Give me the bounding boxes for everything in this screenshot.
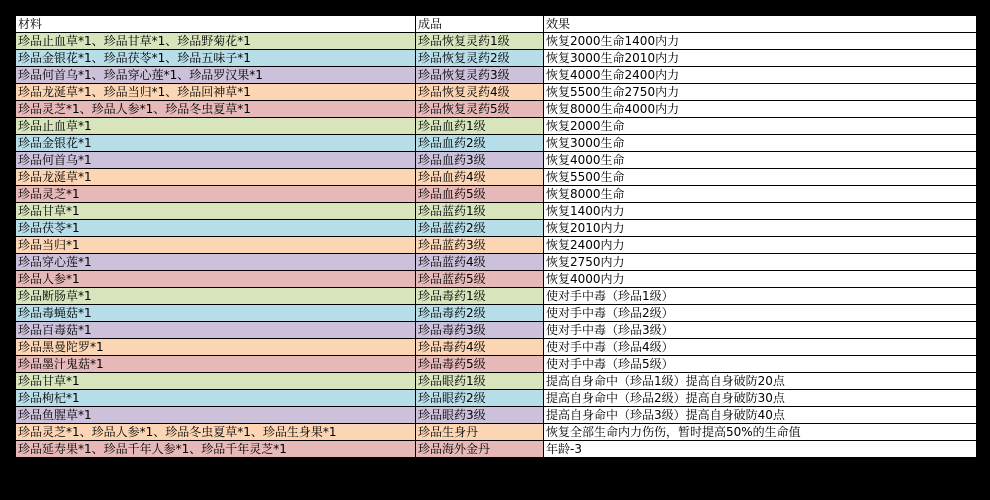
table-row bbox=[16, 101, 977, 118]
product-cell: 珍品毒药5级 bbox=[416, 356, 544, 373]
material-cell: 珍品金银花*1、珍品茯苓*1、珍品五味子*1 bbox=[16, 50, 416, 67]
product-cell: 珍品蓝药5级 bbox=[416, 271, 544, 288]
product-cell: 珍品生身丹 bbox=[416, 424, 544, 441]
product-cell: 珍品蓝药1级 bbox=[416, 203, 544, 220]
material-cell: 珍品龙涎草*1、珍品当归*1、珍品回神草*1 bbox=[16, 84, 416, 101]
material-cell: 珍品穿心莲*1 bbox=[16, 254, 416, 271]
product-cell: 珍品血药5级 bbox=[416, 186, 544, 203]
material-cell: 珍品灵芝*1 bbox=[16, 186, 416, 203]
effect-cell: 恢复4000内力 bbox=[544, 271, 977, 288]
product-cell: 珍品血药3级 bbox=[416, 152, 544, 169]
effect-cell: 恢复5500生命2750内力 bbox=[544, 84, 977, 101]
table-row bbox=[16, 373, 977, 390]
product-cell: 珍品毒药2级 bbox=[416, 305, 544, 322]
effect-cell: 使对手中毒（珍品2级） bbox=[544, 305, 977, 322]
effect-cell: 提高自身命中（珍品3级）提高自身破防40点 bbox=[544, 407, 977, 424]
material-cell: 珍品茯苓*1 bbox=[16, 220, 416, 237]
effect-cell: 恢复4000生命2400内力 bbox=[544, 67, 977, 84]
effect-cell: 提高自身命中（珍品2级）提高自身破防30点 bbox=[544, 390, 977, 407]
effect-cell: 恢复8000生命4000内力 bbox=[544, 101, 977, 118]
material-cell: 珍品止血草*1 bbox=[16, 118, 416, 135]
material-cell: 珍品鱼腥草*1 bbox=[16, 407, 416, 424]
product-cell: 珍品眼药1级 bbox=[416, 373, 544, 390]
effect-cell: 年龄-3 bbox=[544, 441, 977, 458]
table-row bbox=[16, 441, 977, 458]
product-cell: 珍品恢复灵药3级 bbox=[416, 67, 544, 84]
material-cell: 珍品灵芝*1、珍品人参*1、珍品冬虫夏草*1、珍品生身果*1 bbox=[16, 424, 416, 441]
effect-cell: 恢复3000生命 bbox=[544, 135, 977, 152]
material-cell: 珍品黑曼陀罗*1 bbox=[16, 339, 416, 356]
product-cell: 珍品海外金丹 bbox=[416, 441, 544, 458]
header-product: 成品 bbox=[416, 16, 544, 33]
material-cell: 珍品断肠草*1 bbox=[16, 288, 416, 305]
table-row bbox=[16, 169, 977, 186]
effect-cell: 恢复1400内力 bbox=[544, 203, 977, 220]
effect-cell: 恢复3000生命2010内力 bbox=[544, 50, 977, 67]
material-cell: 珍品甘草*1 bbox=[16, 373, 416, 390]
effect-cell: 恢复2000生命 bbox=[544, 118, 977, 135]
effect-cell: 恢复4000生命 bbox=[544, 152, 977, 169]
product-cell: 珍品蓝药2级 bbox=[416, 220, 544, 237]
header-effect: 效果 bbox=[544, 16, 977, 33]
material-cell: 珍品延寿果*1、珍品千年人参*1、珍品千年灵芝*1 bbox=[16, 441, 416, 458]
effect-cell: 恢复2000生命1400内力 bbox=[544, 33, 977, 50]
table-row bbox=[16, 407, 977, 424]
effect-cell: 使对手中毒（珍品1级） bbox=[544, 288, 977, 305]
recipe-table bbox=[15, 15, 977, 458]
table-row bbox=[16, 118, 977, 135]
product-cell: 珍品毒药1级 bbox=[416, 288, 544, 305]
table-row bbox=[16, 356, 977, 373]
effect-cell: 使对手中毒（珍品3级） bbox=[544, 322, 977, 339]
table-row bbox=[16, 50, 977, 67]
material-cell: 珍品龙涎草*1 bbox=[16, 169, 416, 186]
product-cell: 珍品血药2级 bbox=[416, 135, 544, 152]
table-row bbox=[16, 186, 977, 203]
product-cell: 珍品蓝药3级 bbox=[416, 237, 544, 254]
table-row bbox=[16, 152, 977, 169]
product-cell: 珍品血药1级 bbox=[416, 118, 544, 135]
product-cell: 珍品蓝药4级 bbox=[416, 254, 544, 271]
table-row bbox=[16, 271, 977, 288]
product-cell: 珍品恢复灵药1级 bbox=[416, 33, 544, 50]
table-row bbox=[16, 84, 977, 101]
material-cell: 珍品金银花*1 bbox=[16, 135, 416, 152]
table-row bbox=[16, 220, 977, 237]
table-row bbox=[16, 237, 977, 254]
header-material: 材料 bbox=[16, 16, 416, 33]
header-row bbox=[16, 16, 977, 33]
effect-cell: 提高自身命中（珍品1级）提高自身破防20点 bbox=[544, 373, 977, 390]
table-row bbox=[16, 322, 977, 339]
table-row bbox=[16, 33, 977, 50]
material-cell: 珍品人参*1 bbox=[16, 271, 416, 288]
table-row bbox=[16, 288, 977, 305]
effect-cell: 使对手中毒（珍品4级） bbox=[544, 339, 977, 356]
material-cell: 珍品枸杞*1 bbox=[16, 390, 416, 407]
material-cell: 珍品何首乌*1 bbox=[16, 152, 416, 169]
material-cell: 珍品当归*1 bbox=[16, 237, 416, 254]
product-cell: 珍品毒药3级 bbox=[416, 322, 544, 339]
effect-cell: 恢复全部生命内力伤伤，暂时提高50%的生命值 bbox=[544, 424, 977, 441]
table-row bbox=[16, 254, 977, 271]
table-row bbox=[16, 135, 977, 152]
product-cell: 珍品眼药2级 bbox=[416, 390, 544, 407]
effect-cell: 使对手中毒（珍品5级） bbox=[544, 356, 977, 373]
table-row bbox=[16, 339, 977, 356]
material-cell: 珍品何首乌*1、珍品穿心莲*1、珍品罗汉果*1 bbox=[16, 67, 416, 84]
material-cell: 珍品灵芝*1、珍品人参*1、珍品冬虫夏草*1 bbox=[16, 101, 416, 118]
effect-cell: 恢复2010内力 bbox=[544, 220, 977, 237]
table-row bbox=[16, 424, 977, 441]
material-cell: 珍品墨汁鬼菇*1 bbox=[16, 356, 416, 373]
material-cell: 珍品止血草*1、珍品甘草*1、珍品野菊花*1 bbox=[16, 33, 416, 50]
product-cell: 珍品恢复灵药4级 bbox=[416, 84, 544, 101]
product-cell: 珍品恢复灵药2级 bbox=[416, 50, 544, 67]
product-cell: 珍品毒药4级 bbox=[416, 339, 544, 356]
material-cell: 珍品百毒菇*1 bbox=[16, 322, 416, 339]
product-cell: 珍品恢复灵药5级 bbox=[416, 101, 544, 118]
effect-cell: 恢复5500生命 bbox=[544, 169, 977, 186]
table-row bbox=[16, 203, 977, 220]
effect-cell: 恢复2400内力 bbox=[544, 237, 977, 254]
effect-cell: 恢复8000生命 bbox=[544, 186, 977, 203]
table-row bbox=[16, 390, 977, 407]
material-cell: 珍品毒蝇菇*1 bbox=[16, 305, 416, 322]
material-cell: 珍品甘草*1 bbox=[16, 203, 416, 220]
table-row bbox=[16, 305, 977, 322]
table-row bbox=[16, 67, 977, 84]
effect-cell: 恢复2750内力 bbox=[544, 254, 977, 271]
product-cell: 珍品眼药3级 bbox=[416, 407, 544, 424]
product-cell: 珍品血药4级 bbox=[416, 169, 544, 186]
